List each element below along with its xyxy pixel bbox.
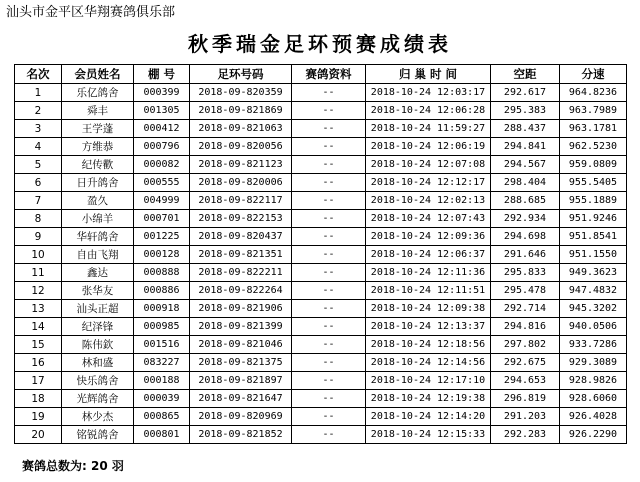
ring-number-cell: 2018-09-820056 — [190, 138, 292, 156]
table-row — [15, 192, 627, 210]
speed-cell: 964.8236 — [560, 84, 627, 102]
distance-cell: 295.833 — [491, 264, 560, 282]
loft-number-cell: 001305 — [134, 102, 190, 120]
table-row — [15, 156, 627, 174]
speed-cell: 928.9826 — [560, 372, 627, 390]
pigeon-info-cell: -- — [292, 120, 366, 138]
table-row — [15, 354, 627, 372]
pigeon-info-cell: -- — [292, 138, 366, 156]
distance-cell: 291.646 — [491, 246, 560, 264]
loft-number-cell: 000796 — [134, 138, 190, 156]
table-row — [15, 120, 627, 138]
rank-cell: 16 — [15, 354, 62, 372]
speed-cell: 926.4028 — [560, 408, 627, 426]
pigeon-info-cell: -- — [292, 192, 366, 210]
distance-cell: 297.802 — [491, 336, 560, 354]
pigeon-info-cell: -- — [292, 84, 366, 102]
rank-cell: 20 — [15, 426, 62, 444]
ring-number-cell: 2018-09-820359 — [190, 84, 292, 102]
distance-cell: 292.283 — [491, 426, 560, 444]
speed-cell: 947.4832 — [560, 282, 627, 300]
table-row — [15, 372, 627, 390]
table-row — [15, 282, 627, 300]
rank-cell: 10 — [15, 246, 62, 264]
speed-cell: 951.1550 — [560, 246, 627, 264]
loft-number-cell: 000886 — [134, 282, 190, 300]
arrival-time-cell: 2018-10-24 12:09:36 — [366, 228, 491, 246]
member-name-cell: 舜丰 — [62, 102, 134, 120]
loft-number-cell: 000082 — [134, 156, 190, 174]
table-row — [15, 408, 627, 426]
distance-cell: 294.653 — [491, 372, 560, 390]
table-row — [15, 336, 627, 354]
ring-number-cell: 2018-09-821351 — [190, 246, 292, 264]
pigeon-info-cell: -- — [292, 264, 366, 282]
pigeon-info-cell: -- — [292, 102, 366, 120]
column-header-speed: 分速 — [560, 65, 627, 84]
table-row — [15, 300, 627, 318]
member-name-cell: 光辉鸽舍 — [62, 390, 134, 408]
distance-cell: 295.383 — [491, 102, 560, 120]
loft-number-cell: 000039 — [134, 390, 190, 408]
rank-cell: 19 — [15, 408, 62, 426]
arrival-time-cell: 2018-10-24 12:03:17 — [366, 84, 491, 102]
speed-cell: 955.1889 — [560, 192, 627, 210]
rank-cell: 7 — [15, 192, 62, 210]
member-name-cell: 陈伟欽 — [62, 336, 134, 354]
speed-cell: 949.3623 — [560, 264, 627, 282]
distance-cell: 296.819 — [491, 390, 560, 408]
pigeon-info-cell: -- — [292, 156, 366, 174]
arrival-time-cell: 2018-10-24 12:11:51 — [366, 282, 491, 300]
column-header-member: 会员姓名 — [62, 65, 134, 84]
pigeon-info-cell: -- — [292, 300, 366, 318]
speed-cell: 951.8541 — [560, 228, 627, 246]
distance-cell: 294.698 — [491, 228, 560, 246]
column-header-loft: 棚 号 — [134, 65, 190, 84]
loft-number-cell: 000985 — [134, 318, 190, 336]
speed-cell: 959.0809 — [560, 156, 627, 174]
ring-number-cell: 2018-09-821123 — [190, 156, 292, 174]
page-title: 秋季瑞金足环预赛成绩表 — [188, 32, 452, 56]
pigeon-info-cell: -- — [292, 408, 366, 426]
column-header-time: 归 巢 时 间 — [366, 65, 491, 84]
ring-number-cell: 2018-09-821906 — [190, 300, 292, 318]
pigeon-info-cell: -- — [292, 282, 366, 300]
table-row — [15, 318, 627, 336]
arrival-time-cell: 2018-10-24 12:07:43 — [366, 210, 491, 228]
speed-cell: 951.9246 — [560, 210, 627, 228]
table-row — [15, 102, 627, 120]
table-row — [15, 264, 627, 282]
arrival-time-cell: 2018-10-24 12:12:17 — [366, 174, 491, 192]
distance-cell: 294.816 — [491, 318, 560, 336]
member-name-cell: 快乐鸽舍 — [62, 372, 134, 390]
pigeon-info-cell: -- — [292, 426, 366, 444]
rank-cell: 5 — [15, 156, 62, 174]
member-name-cell: 小绵羊 — [62, 210, 134, 228]
member-name-cell: 纪传歡 — [62, 156, 134, 174]
pigeon-info-cell: -- — [292, 228, 366, 246]
speed-cell: 955.5405 — [560, 174, 627, 192]
speed-cell: 963.1781 — [560, 120, 627, 138]
ring-number-cell: 2018-09-822117 — [190, 192, 292, 210]
distance-cell: 294.841 — [491, 138, 560, 156]
ring-number-cell: 2018-09-822211 — [190, 264, 292, 282]
arrival-time-cell: 2018-10-24 12:11:36 — [366, 264, 491, 282]
member-name-cell: 华轩鸽舍 — [62, 228, 134, 246]
pigeon-info-cell: -- — [292, 210, 366, 228]
loft-number-cell: 001225 — [134, 228, 190, 246]
rank-cell: 1 — [15, 84, 62, 102]
rank-cell: 9 — [15, 228, 62, 246]
loft-number-cell: 001516 — [134, 336, 190, 354]
ring-number-cell: 2018-09-821375 — [190, 354, 292, 372]
member-name-cell: 张华友 — [62, 282, 134, 300]
ring-number-cell: 2018-09-821399 — [190, 318, 292, 336]
arrival-time-cell: 2018-10-24 11:59:27 — [366, 120, 491, 138]
member-name-cell: 乐亿鸽舍 — [62, 84, 134, 102]
column-header-ring: 足环号码 — [190, 65, 292, 84]
speed-cell: 945.3202 — [560, 300, 627, 318]
rank-cell: 18 — [15, 390, 62, 408]
distance-cell: 288.437 — [491, 120, 560, 138]
arrival-time-cell: 2018-10-24 12:14:20 — [366, 408, 491, 426]
rank-cell: 15 — [15, 336, 62, 354]
distance-cell: 292.675 — [491, 354, 560, 372]
rank-cell: 11 — [15, 264, 62, 282]
distance-cell: 288.685 — [491, 192, 560, 210]
arrival-time-cell: 2018-10-24 12:19:38 — [366, 390, 491, 408]
rank-cell: 17 — [15, 372, 62, 390]
loft-number-cell: 000399 — [134, 84, 190, 102]
ring-number-cell: 2018-09-821852 — [190, 426, 292, 444]
rank-cell: 2 — [15, 102, 62, 120]
member-name-cell: 盈久 — [62, 192, 134, 210]
arrival-time-cell: 2018-10-24 12:06:28 — [366, 102, 491, 120]
arrival-time-cell: 2018-10-24 12:09:38 — [366, 300, 491, 318]
arrival-time-cell: 2018-10-24 12:17:10 — [366, 372, 491, 390]
table-row — [15, 210, 627, 228]
member-name-cell: 铭锐鸽舍 — [62, 426, 134, 444]
ring-number-cell: 2018-09-822264 — [190, 282, 292, 300]
rank-cell: 4 — [15, 138, 62, 156]
pigeon-info-cell: -- — [292, 336, 366, 354]
distance-cell: 291.203 — [491, 408, 560, 426]
loft-number-cell: 000412 — [134, 120, 190, 138]
distance-cell: 292.617 — [491, 84, 560, 102]
member-name-cell: 日升鸽舍 — [62, 174, 134, 192]
speed-cell: 963.7989 — [560, 102, 627, 120]
pigeon-info-cell: -- — [292, 390, 366, 408]
loft-number-cell: 000918 — [134, 300, 190, 318]
speed-cell: 933.7286 — [560, 336, 627, 354]
speed-cell: 928.6060 — [560, 390, 627, 408]
table-row — [15, 426, 627, 444]
loft-number-cell: 000128 — [134, 246, 190, 264]
distance-cell: 295.478 — [491, 282, 560, 300]
loft-number-cell: 000865 — [134, 408, 190, 426]
loft-number-cell: 000555 — [134, 174, 190, 192]
distance-cell: 292.934 — [491, 210, 560, 228]
table-row — [15, 84, 627, 102]
table-row — [15, 390, 627, 408]
ring-number-cell: 2018-09-821046 — [190, 336, 292, 354]
arrival-time-cell: 2018-10-24 12:14:56 — [366, 354, 491, 372]
loft-number-cell: 000701 — [134, 210, 190, 228]
ring-number-cell: 2018-09-822153 — [190, 210, 292, 228]
speed-cell: 962.5230 — [560, 138, 627, 156]
results-table — [14, 64, 627, 444]
pigeon-info-cell: -- — [292, 372, 366, 390]
arrival-time-cell: 2018-10-24 12:13:37 — [366, 318, 491, 336]
member-name-cell: 鑫达 — [62, 264, 134, 282]
total-count: 赛鸽总数为: 20 羽 — [22, 459, 124, 473]
speed-cell: 926.2290 — [560, 426, 627, 444]
arrival-time-cell: 2018-10-24 12:15:33 — [366, 426, 491, 444]
rank-cell: 8 — [15, 210, 62, 228]
member-name-cell: 林少杰 — [62, 408, 134, 426]
loft-number-cell: 083227 — [134, 354, 190, 372]
member-name-cell: 自由飞翔 — [62, 246, 134, 264]
member-name-cell: 汕头正超 — [62, 300, 134, 318]
distance-cell: 294.567 — [491, 156, 560, 174]
arrival-time-cell: 2018-10-24 12:18:56 — [366, 336, 491, 354]
table-row — [15, 174, 627, 192]
distance-cell: 292.714 — [491, 300, 560, 318]
rank-cell: 3 — [15, 120, 62, 138]
loft-number-cell: 000801 — [134, 426, 190, 444]
table-row — [15, 228, 627, 246]
speed-cell: 929.3089 — [560, 354, 627, 372]
arrival-time-cell: 2018-10-24 12:06:19 — [366, 138, 491, 156]
member-name-cell: 方维恭 — [62, 138, 134, 156]
ring-number-cell: 2018-09-821063 — [190, 120, 292, 138]
table-row — [15, 246, 627, 264]
rank-cell: 6 — [15, 174, 62, 192]
arrival-time-cell: 2018-10-24 12:07:08 — [366, 156, 491, 174]
ring-number-cell: 2018-09-820437 — [190, 228, 292, 246]
ring-number-cell: 2018-09-820006 — [190, 174, 292, 192]
loft-number-cell: 004999 — [134, 192, 190, 210]
member-name-cell: 林和盛 — [62, 354, 134, 372]
table-header-row — [15, 65, 627, 84]
rank-cell: 12 — [15, 282, 62, 300]
pigeon-info-cell: -- — [292, 354, 366, 372]
pigeon-info-cell: -- — [292, 246, 366, 264]
rank-cell: 13 — [15, 300, 62, 318]
ring-number-cell: 2018-09-820969 — [190, 408, 292, 426]
table-row — [15, 138, 627, 156]
arrival-time-cell: 2018-10-24 12:06:37 — [366, 246, 491, 264]
pigeon-info-cell: -- — [292, 174, 366, 192]
member-name-cell: 纪泽锋 — [62, 318, 134, 336]
pigeon-info-cell: -- — [292, 318, 366, 336]
ring-number-cell: 2018-09-821897 — [190, 372, 292, 390]
ring-number-cell: 2018-09-821647 — [190, 390, 292, 408]
arrival-time-cell: 2018-10-24 12:02:13 — [366, 192, 491, 210]
rank-cell: 14 — [15, 318, 62, 336]
ring-number-cell: 2018-09-821869 — [190, 102, 292, 120]
column-header-rank: 名次 — [15, 65, 62, 84]
loft-number-cell: 000188 — [134, 372, 190, 390]
column-header-distance: 空距 — [491, 65, 560, 84]
loft-number-cell: 000888 — [134, 264, 190, 282]
column-header-info: 赛鸽资料 — [292, 65, 366, 84]
speed-cell: 940.0506 — [560, 318, 627, 336]
member-name-cell: 王学蓬 — [62, 120, 134, 138]
distance-cell: 298.404 — [491, 174, 560, 192]
club-name: 汕头市金平区华翔赛鸽俱乐部 — [6, 5, 176, 20]
